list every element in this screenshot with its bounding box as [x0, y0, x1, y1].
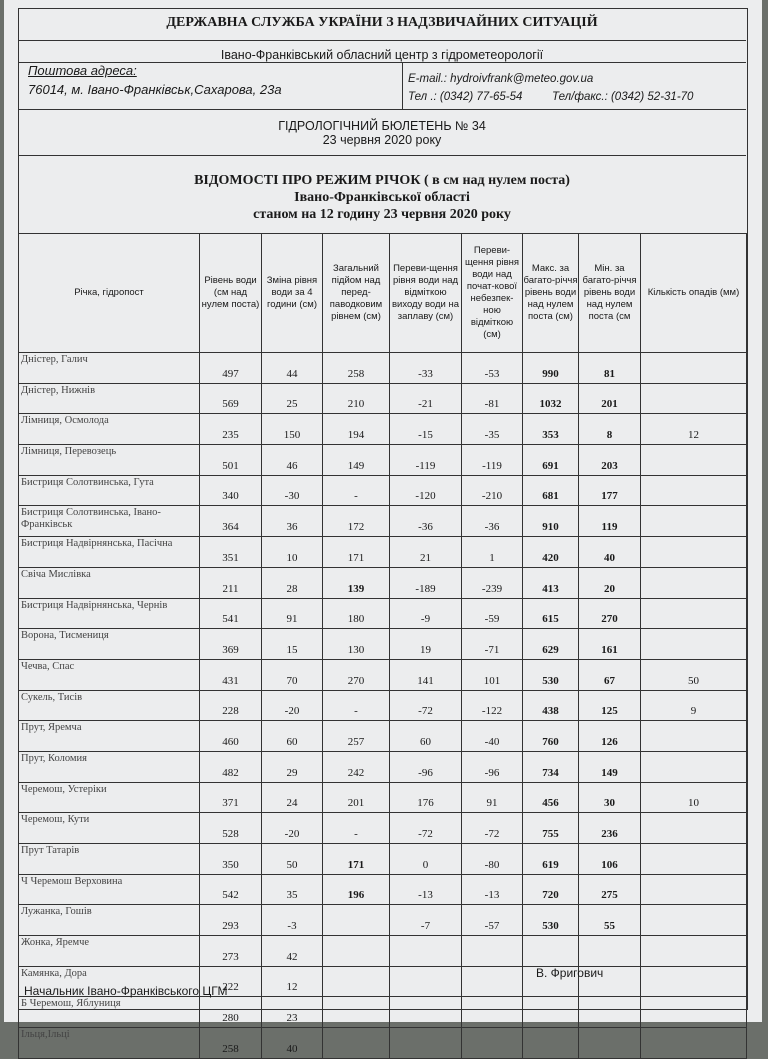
- column-header: Кількість опадів (мм): [641, 234, 747, 353]
- cell-max: [523, 1028, 579, 1059]
- cell-flood: -119: [390, 445, 462, 476]
- cell-precip: 50: [641, 659, 747, 690]
- column-header: Макс. за багато-річчя рівень води над нулем поста (см): [523, 234, 579, 353]
- cell-level: 364: [200, 506, 262, 537]
- cell-change: 25: [262, 383, 323, 414]
- cell-min: 270: [579, 598, 641, 629]
- cell-danger: -35: [462, 414, 523, 445]
- cell-rise: 172: [323, 506, 390, 537]
- cell-min: [579, 997, 641, 1028]
- cell-rise: 242: [323, 751, 390, 782]
- cell-change: 50: [262, 844, 323, 875]
- cell-rise: 130: [323, 629, 390, 660]
- cell-change: 35: [262, 874, 323, 905]
- cell-rise: [323, 936, 390, 967]
- station-name: Чечва, Спас: [19, 659, 200, 690]
- cell-level: 235: [200, 414, 262, 445]
- cell-min: 275: [579, 874, 641, 905]
- cell-rise: 171: [323, 537, 390, 568]
- table-header-row: [19, 234, 747, 353]
- cell-max: 530: [523, 659, 579, 690]
- cell-flood: [390, 997, 462, 1028]
- center-name: Івано-Франківський обласний центр з гідрометеорології: [220, 48, 544, 62]
- column-header: Переви-щення рівня води над відміткою виходу води на заплаву (см): [390, 234, 462, 353]
- cell-precip: [641, 475, 747, 506]
- station-name: Лімниця, Осмолода: [19, 414, 200, 445]
- cell-min: 201: [579, 383, 641, 414]
- cell-min: 203: [579, 445, 641, 476]
- address-label: Поштова адреса:: [28, 63, 137, 78]
- cell-min: 40: [579, 537, 641, 568]
- cell-precip: 12: [641, 414, 747, 445]
- cell-rise: 270: [323, 659, 390, 690]
- cell-danger: -59: [462, 598, 523, 629]
- cell-change: 28: [262, 567, 323, 598]
- cell-flood: [390, 936, 462, 967]
- cell-level: 222: [200, 966, 262, 997]
- cell-rise: 258: [323, 353, 390, 384]
- phone: Тел .: (0342) 77-65-54: [408, 91, 523, 103]
- signatory-position: Начальник Івано-Франківського ЦГМ: [24, 984, 228, 998]
- cell-min: 149: [579, 751, 641, 782]
- cell-danger: -96: [462, 751, 523, 782]
- fax: Тел/факс.: (0342) 52-31-70: [552, 91, 694, 103]
- cell-precip: [641, 1028, 747, 1059]
- cell-danger: -210: [462, 475, 523, 506]
- cell-danger: -53: [462, 353, 523, 384]
- cell-flood: -189: [390, 567, 462, 598]
- cell-change: -20: [262, 690, 323, 721]
- email: E-mail.: hydroivfrank@meteo.gov.ua: [408, 73, 594, 85]
- station-name: Лужанка, Гошів: [19, 905, 200, 936]
- cell-danger: 91: [462, 782, 523, 813]
- cell-precip: [641, 905, 747, 936]
- cell-change: 46: [262, 445, 323, 476]
- cell-change: 40: [262, 1028, 323, 1059]
- cell-precip: [641, 936, 747, 967]
- cell-level: 258: [200, 1028, 262, 1059]
- cell-rise: -: [323, 813, 390, 844]
- cell-precip: [641, 966, 747, 997]
- cell-precip: [641, 445, 747, 476]
- cell-danger: -80: [462, 844, 523, 875]
- station-name: Б Черемош, Яблуниця: [19, 997, 200, 1028]
- station-name: Лімниця, Перевозець: [19, 445, 200, 476]
- cell-danger: -119: [462, 445, 523, 476]
- agency-title: ДЕРЖАВНА СЛУЖБА УКРАЇНИ З НАДЗВИЧАЙНИХ СИТУАЦІЙ: [166, 15, 598, 30]
- cell-max: 615: [523, 598, 579, 629]
- cell-precip: [641, 598, 747, 629]
- column-header: Зміна рівня води за 4 години (см): [262, 234, 323, 353]
- column-header: Переви-щення рівня води над почат-кової небезпек-ною відміткою (см): [462, 234, 523, 353]
- table-row: [19, 445, 747, 476]
- table-row: [19, 874, 747, 905]
- cell-max: [523, 997, 579, 1028]
- postal-address: 76014, м. Івано-Франківськ,Сахарова, 23а: [28, 82, 282, 97]
- cell-precip: [641, 383, 747, 414]
- cell-max: 755: [523, 813, 579, 844]
- cell-change: 60: [262, 721, 323, 752]
- cell-flood: -36: [390, 506, 462, 537]
- cell-min: 81: [579, 353, 641, 384]
- station-name: Дністер, Галич: [19, 353, 200, 384]
- cell-max: 681: [523, 475, 579, 506]
- cell-flood: -9: [390, 598, 462, 629]
- cell-level: 460: [200, 721, 262, 752]
- cell-min: 161: [579, 629, 641, 660]
- cell-min: 67: [579, 659, 641, 690]
- cell-max: 353: [523, 414, 579, 445]
- cell-danger: [462, 936, 523, 967]
- cell-danger: [462, 1028, 523, 1059]
- cell-level: 569: [200, 383, 262, 414]
- table-row: [19, 1028, 747, 1059]
- cell-precip: [641, 874, 747, 905]
- cell-rise: 201: [323, 782, 390, 813]
- cell-change: -3: [262, 905, 323, 936]
- cell-level: 541: [200, 598, 262, 629]
- cell-level: 431: [200, 659, 262, 690]
- cell-change: -30: [262, 475, 323, 506]
- cell-precip: [641, 567, 747, 598]
- bulletin-sheet: [4, 0, 762, 1055]
- cell-rise: 210: [323, 383, 390, 414]
- cell-precip: [641, 506, 747, 537]
- cell-min: [579, 936, 641, 967]
- table-row: [19, 905, 747, 936]
- river-regime-table: [18, 233, 747, 1059]
- report-title-line: станом на 12 годину 23 червня 2020 року: [253, 207, 511, 222]
- cell-rise: 171: [323, 844, 390, 875]
- cell-level: 340: [200, 475, 262, 506]
- cell-max: 910: [523, 506, 579, 537]
- cell-rise: [323, 905, 390, 936]
- cell-min: 30: [579, 782, 641, 813]
- cell-flood: 0: [390, 844, 462, 875]
- cell-rise: -: [323, 475, 390, 506]
- station-name: Прут Татарів: [19, 844, 200, 875]
- cell-max: 438: [523, 690, 579, 721]
- cell-danger: -81: [462, 383, 523, 414]
- divider: [18, 40, 746, 41]
- cell-level: 501: [200, 445, 262, 476]
- divider: [18, 109, 746, 110]
- cell-flood: -72: [390, 690, 462, 721]
- cell-flood: 19: [390, 629, 462, 660]
- cell-max: 720: [523, 874, 579, 905]
- cell-level: 497: [200, 353, 262, 384]
- cell-rise: -: [323, 690, 390, 721]
- cell-level: 350: [200, 844, 262, 875]
- cell-change: -20: [262, 813, 323, 844]
- cell-max: [523, 936, 579, 967]
- cell-danger: -122: [462, 690, 523, 721]
- cell-max: 734: [523, 751, 579, 782]
- cell-danger: [462, 966, 523, 997]
- cell-max: 990: [523, 353, 579, 384]
- cell-rise: 180: [323, 598, 390, 629]
- station-name: Бистриця Надвірнянська, Пасічна: [19, 537, 200, 568]
- cell-min: 177: [579, 475, 641, 506]
- cell-rise: [323, 966, 390, 997]
- bulletin-title: ГІДРОЛОГІЧНИЙ БЮЛЕТЕНЬ № 34: [278, 119, 486, 133]
- table-row: [19, 567, 747, 598]
- cell-flood: -15: [390, 414, 462, 445]
- station-name: Черемош, Устеріки: [19, 782, 200, 813]
- station-name: Жонка, Яремче: [19, 936, 200, 967]
- station-name: Ільця,Ільці: [19, 1028, 200, 1059]
- table-row: [19, 659, 747, 690]
- table-row: [19, 844, 747, 875]
- cell-max: 420: [523, 537, 579, 568]
- cell-level: 542: [200, 874, 262, 905]
- cell-max: 530: [523, 905, 579, 936]
- station-name: Прут, Яремча: [19, 721, 200, 752]
- cell-min: 20: [579, 567, 641, 598]
- cell-level: 371: [200, 782, 262, 813]
- cell-change: 91: [262, 598, 323, 629]
- table-row: [19, 751, 747, 782]
- table-row: [19, 997, 747, 1028]
- cell-change: 10: [262, 537, 323, 568]
- cell-danger: -13: [462, 874, 523, 905]
- cell-flood: 176: [390, 782, 462, 813]
- cell-precip: [641, 997, 747, 1028]
- cell-precip: [641, 629, 747, 660]
- cell-level: 273: [200, 936, 262, 967]
- cell-danger: -239: [462, 567, 523, 598]
- cell-danger: -36: [462, 506, 523, 537]
- cell-rise: 139: [323, 567, 390, 598]
- table-row: [19, 721, 747, 752]
- cell-danger: -71: [462, 629, 523, 660]
- cell-level: 293: [200, 905, 262, 936]
- cell-precip: [641, 721, 747, 752]
- cell-change: 36: [262, 506, 323, 537]
- cell-max: 456: [523, 782, 579, 813]
- cell-flood: [390, 1028, 462, 1059]
- cell-level: 228: [200, 690, 262, 721]
- cell-rise: [323, 997, 390, 1028]
- cell-max: 760: [523, 721, 579, 752]
- table-row: [19, 475, 747, 506]
- cell-min: 106: [579, 844, 641, 875]
- cell-min: 55: [579, 905, 641, 936]
- station-name: Камянка, Дора: [19, 966, 200, 997]
- cell-level: 528: [200, 813, 262, 844]
- cell-flood: 21: [390, 537, 462, 568]
- divider: [402, 62, 403, 109]
- station-name: Свіча Мислівка: [19, 567, 200, 598]
- cell-change: 150: [262, 414, 323, 445]
- cell-max: 629: [523, 629, 579, 660]
- table-row: [19, 690, 747, 721]
- report-title: [24, 172, 740, 223]
- cell-danger: 101: [462, 659, 523, 690]
- cell-change: 24: [262, 782, 323, 813]
- station-name: Дністер, Нижнів: [19, 383, 200, 414]
- cell-min: [579, 1028, 641, 1059]
- cell-danger: 1: [462, 537, 523, 568]
- cell-precip: [641, 844, 747, 875]
- report-title-line: Івано-Франківської області: [294, 190, 470, 205]
- cell-max: 691: [523, 445, 579, 476]
- cell-danger: [462, 997, 523, 1028]
- station-name: Бистриця Солотвинська, Гута: [19, 475, 200, 506]
- table-row: [19, 414, 747, 445]
- cell-danger: -72: [462, 813, 523, 844]
- cell-min: 126: [579, 721, 641, 752]
- cell-change: 29: [262, 751, 323, 782]
- cell-flood: -7: [390, 905, 462, 936]
- table-row: [19, 383, 747, 414]
- cell-max: 619: [523, 844, 579, 875]
- cell-change: 44: [262, 353, 323, 384]
- station-name: Прут, Коломия: [19, 751, 200, 782]
- cell-precip: [641, 751, 747, 782]
- station-name: Черемош, Кути: [19, 813, 200, 844]
- bulletin-date: 23 червня 2020 року: [322, 133, 442, 147]
- cell-level: 211: [200, 567, 262, 598]
- cell-change: 23: [262, 997, 323, 1028]
- column-header: Мін. за багато-річчя рівень води над нулем поста (см: [579, 234, 641, 353]
- cell-rise: 196: [323, 874, 390, 905]
- cell-level: 482: [200, 751, 262, 782]
- column-header: Загальний підйом над перед-паводковим рівнем (см): [323, 234, 390, 353]
- station-name: Ч Черемош Верховина: [19, 874, 200, 905]
- station-name: Ворона, Тисмениця: [19, 629, 200, 660]
- cell-danger: -57: [462, 905, 523, 936]
- column-header: Рівень води (см над нулем поста): [200, 234, 262, 353]
- table-row: [19, 537, 747, 568]
- cell-rise: [323, 1028, 390, 1059]
- cell-max: 413: [523, 567, 579, 598]
- cell-min: 125: [579, 690, 641, 721]
- table-row: [19, 813, 747, 844]
- cell-change: 12: [262, 966, 323, 997]
- cell-flood: [390, 966, 462, 997]
- cell-rise: 257: [323, 721, 390, 752]
- station-name: Бистриця Солотвинська, Івано-Франківськ: [19, 506, 200, 537]
- station-name: Сукель, Тисів: [19, 690, 200, 721]
- cell-flood: -33: [390, 353, 462, 384]
- cell-precip: [641, 353, 747, 384]
- table-row: [19, 629, 747, 660]
- cell-min: 119: [579, 506, 641, 537]
- cell-flood: -72: [390, 813, 462, 844]
- cell-flood: 60: [390, 721, 462, 752]
- table-row: [19, 782, 747, 813]
- divider: [18, 155, 746, 156]
- cell-min: 8: [579, 414, 641, 445]
- cell-change: 70: [262, 659, 323, 690]
- cell-flood: -21: [390, 383, 462, 414]
- cell-danger: -40: [462, 721, 523, 752]
- cell-rise: 149: [323, 445, 390, 476]
- cell-precip: [641, 537, 747, 568]
- column-header: Річка, гідропост: [19, 234, 200, 353]
- cell-change: 15: [262, 629, 323, 660]
- cell-precip: 10: [641, 782, 747, 813]
- cell-level: 280: [200, 997, 262, 1028]
- cell-flood: 141: [390, 659, 462, 690]
- cell-change: 42: [262, 936, 323, 967]
- station-name: Бистриця Надвірнянська, Чернів: [19, 598, 200, 629]
- cell-flood: -120: [390, 475, 462, 506]
- cell-rise: 194: [323, 414, 390, 445]
- table-row: [19, 353, 747, 384]
- cell-precip: [641, 813, 747, 844]
- table-row: [19, 936, 747, 967]
- report-title-line: ВІДОМОСТІ ПРО РЕЖИМ РІЧОК ( в см над нулем поста): [194, 173, 570, 188]
- cell-flood: -13: [390, 874, 462, 905]
- cell-precip: 9: [641, 690, 747, 721]
- cell-min: 236: [579, 813, 641, 844]
- cell-flood: -96: [390, 751, 462, 782]
- signatory-name: В. Фригович: [536, 966, 604, 980]
- table-row: [19, 598, 747, 629]
- cell-level: 369: [200, 629, 262, 660]
- cell-max: 1032: [523, 383, 579, 414]
- table-row: [19, 506, 747, 537]
- cell-level: 351: [200, 537, 262, 568]
